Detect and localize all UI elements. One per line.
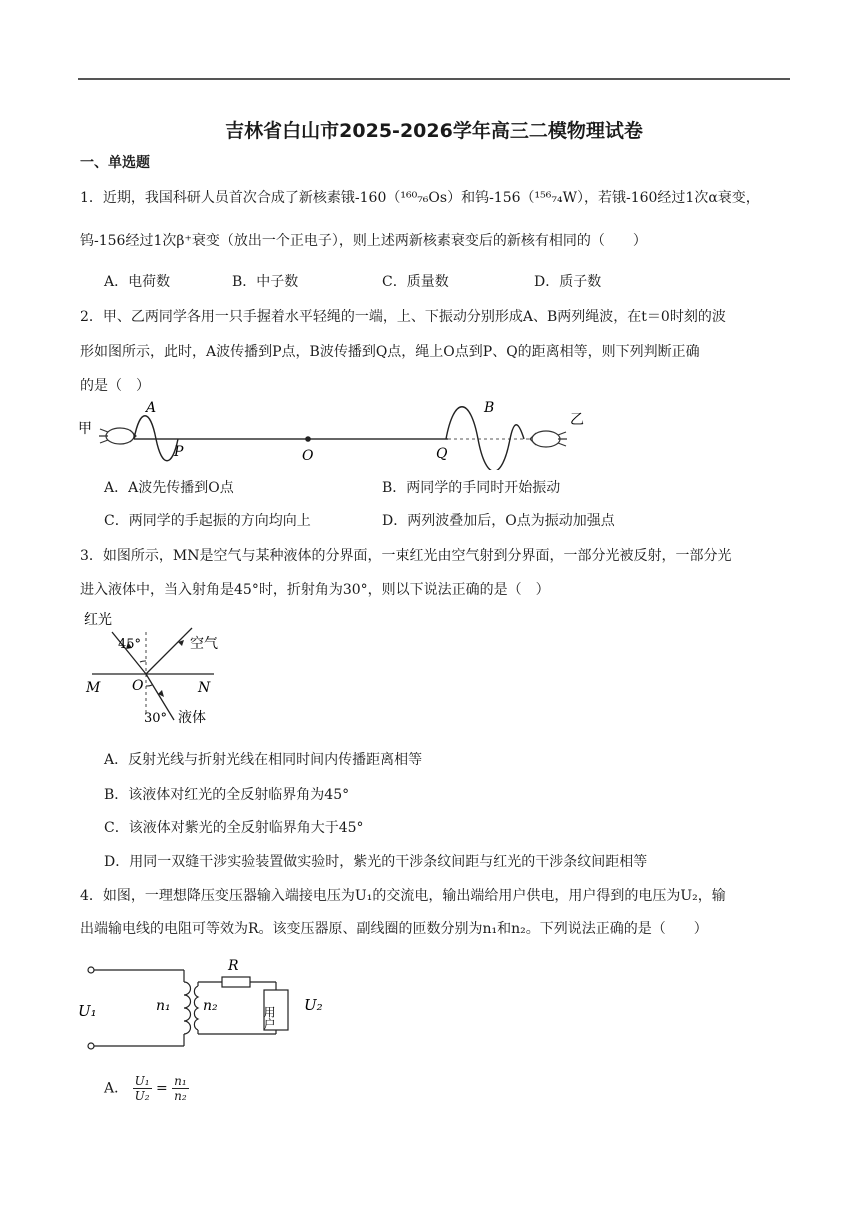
fraction-u: [133, 1074, 152, 1103]
left-hand-icon: [99, 428, 136, 444]
terminal-top: [88, 967, 94, 973]
point-o-dot: [305, 436, 311, 442]
fraction-n-num: n₁: [174, 1074, 187, 1088]
user-label: 用户: [262, 1006, 276, 1030]
red-light-label: 红光: [84, 612, 112, 628]
fraction-n-den: n₂: [174, 1089, 187, 1103]
section-heading: 一、单选题: [80, 155, 150, 171]
point-o-label: O: [302, 448, 314, 464]
point-p-label: P: [174, 444, 184, 460]
q1-option-c[interactable]: C．质量数: [382, 274, 449, 290]
q1-option-d[interactable]: D．质子数: [534, 274, 602, 290]
point-n-label: N: [198, 680, 211, 696]
q4-stem-line1: 4．如图，一理想降压变压器输入端接电压为U₁的交流电，输出端给用户供电，用户得到的电压为U₂，输: [80, 888, 726, 904]
primary-coil: [184, 982, 191, 1034]
fraction-n: [172, 1074, 189, 1103]
n2-label: n₂: [203, 998, 218, 1014]
terminal-bottom: [88, 1043, 94, 1049]
q1-stem-line1: 1．近期，我国科研人员首次合成了新核素锇-160（¹⁶⁰₇₆Os）和钨-156（¹⁵⁶₇₄W），若锇-160经过1次α衰变，: [80, 190, 760, 206]
q4-option-a[interactable]: [104, 1074, 189, 1103]
q3-option-a[interactable]: A．反射光线与折射光线在相同时间内传播距离相等: [104, 752, 423, 768]
q2-option-c[interactable]: C．两同学的手起振的方向均向上: [104, 513, 311, 529]
q3-stem-line1: 3．如图所示，MN是空气与某种液体的分界面，一束红光由空气射到分界面，一部分光被反射，一部分光: [80, 548, 732, 564]
u2-label: U₂: [304, 996, 323, 1014]
q3-stem-line2: 进入液体中，当入射角是45°时，折射角为30°，则以下说法正确的是（ ）: [80, 582, 550, 598]
left-person-label: 甲: [78, 421, 92, 437]
u1-label: U₁: [78, 1002, 97, 1020]
liquid-label: 液体: [178, 710, 206, 726]
q1-option-b[interactable]: B．中子数: [232, 274, 299, 290]
resistor-label: R: [228, 958, 239, 974]
point-m-label: M: [86, 680, 101, 696]
wave-a: [134, 416, 178, 461]
q2-option-d[interactable]: D．两列波叠加后，O点为振动加强点: [382, 513, 615, 529]
point-o-label: O: [132, 678, 144, 694]
air-label: 空气: [190, 636, 218, 652]
q4-option-a-label: A．: [104, 1080, 129, 1097]
fraction-u-num: U₁: [134, 1074, 150, 1088]
right-hand-icon: [530, 431, 567, 447]
wave-a-label: A: [146, 400, 157, 416]
point-q-label: Q: [436, 446, 448, 462]
q2-wave-figure: [78, 398, 588, 470]
q3-option-c[interactable]: C．该液体对紫光的全反射临界角大于45°: [104, 820, 364, 836]
q3-option-d[interactable]: D．用同一双缝干涉实验装置做实验时，紫光的干涉条纹间距与红光的干涉条纹间距相等: [104, 854, 648, 870]
q3-option-b[interactable]: B．该液体对红光的全反射临界角为45°: [104, 787, 350, 803]
q4-transformer-figure: [76, 952, 336, 1060]
secondary-coil: [194, 986, 198, 1030]
top-rule: [78, 78, 790, 80]
resistor-r: [222, 977, 250, 987]
q1-option-a[interactable]: A．电荷数: [104, 274, 171, 290]
q3-refraction-figure: [82, 608, 242, 733]
q4-stem-line2: 出端输电线的电阻可等效为R。该变压器原、副线圈的匝数分别为n₁和n₂。下列说法正确的是（ ）: [80, 921, 708, 937]
q2-option-b[interactable]: B．两同学的手同时开始振动: [382, 480, 561, 496]
equals-sign: =: [155, 1080, 168, 1097]
q2-stem-line3: 的是（ ）: [80, 378, 150, 394]
right-person-label: 乙: [570, 412, 584, 428]
q2-stem-line1: 2．甲、乙两同学各用一只手握着水平轻绳的一端，上、下振动分别形成A、B两列绳波，在t＝0时刻的波: [80, 309, 726, 325]
q2-stem-line2: 形如图所示，此时，A波传播到P点，B波传播到Q点，绳上O点到P、Q的距离相等，则下列判断正确: [80, 344, 700, 360]
angle-45-label: 45°: [118, 637, 142, 652]
reflected-ray: [146, 628, 192, 674]
q2-option-a[interactable]: A．A波先传播到O点: [104, 480, 234, 496]
fraction-u-den: U₂: [134, 1089, 150, 1103]
incidence-angle-arc: [140, 661, 146, 662]
wave-b: [446, 407, 524, 470]
n1-label: n₁: [156, 998, 171, 1014]
refraction-angle-arc: [146, 685, 152, 686]
angle-30-label: 30°: [144, 711, 168, 726]
page-title: 吉林省白山市2025-2026学年高三二模物理试卷: [225, 120, 643, 142]
wave-b-label: B: [484, 400, 495, 416]
q1-stem-line2: 钨-156经过1次β⁺衰变（放出一个正电子），则上述两新核素衰变后的新核有相同的（ ）: [80, 233, 647, 249]
